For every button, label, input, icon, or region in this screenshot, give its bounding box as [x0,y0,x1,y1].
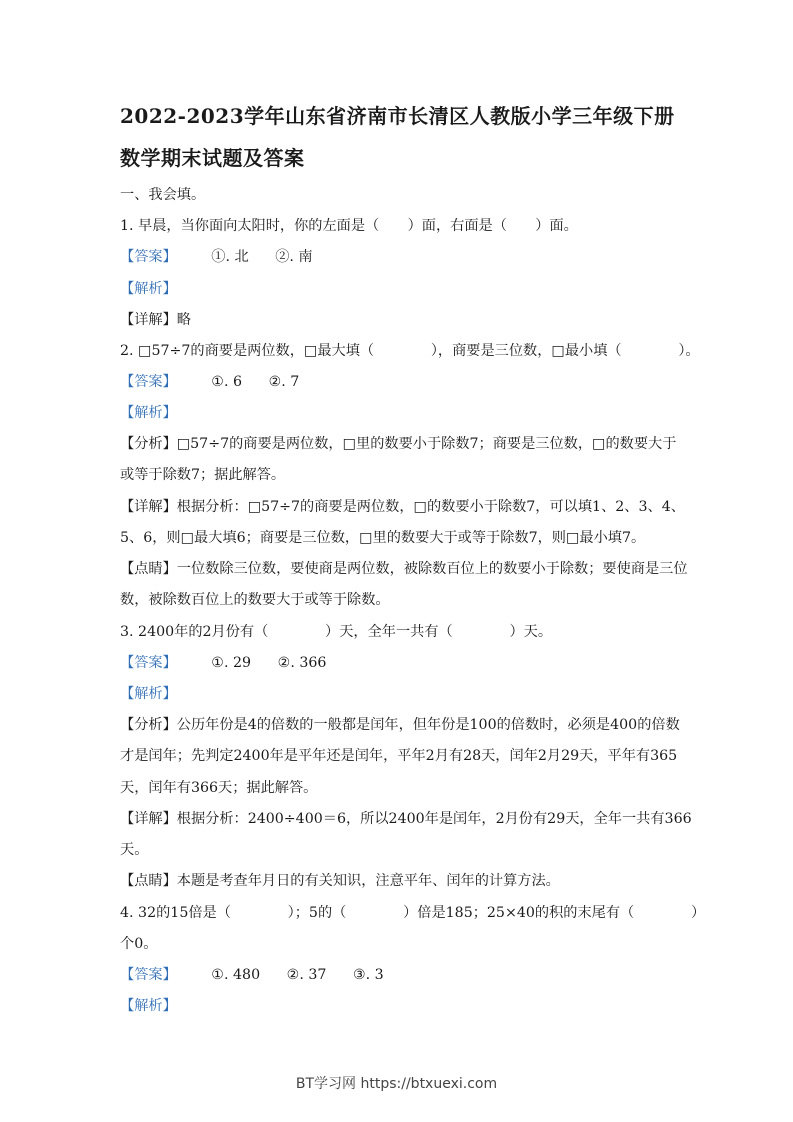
footer-watermark: BT学习网 https://btxuexi.com [295,1076,498,1092]
answer-tag: 【答案】 [120,967,177,983]
question-2: 2. □57÷7的商要是两位数，□最大填（ ），商要是三位数，□最小填（ ）。 [120,343,700,359]
answer-item: ②. 南 [275,249,313,265]
answer-row-3 [120,656,326,670]
answer-item: ①. 北 [211,249,249,265]
question-4: 4. 32的15倍是（ ）；5的（ ）倍是185；25×40的积的末尾有（ ） [120,905,706,921]
detail-text: 【详解】根据分析：□57÷7的商要是两位数，□的数要小于除数7，可以填1、2、3、4、 [120,499,685,515]
question-3: 3. 2400年的2月份有（ ）天，全年一共有（ ）天。 [120,624,553,640]
answer-row-1 [120,250,313,264]
detail-text: 【详解】根据分析：2400÷400＝6，所以2400年是闰年，2月份有29天，全年一共有366 [120,811,692,827]
section-heading: 一、我会填。 [120,187,206,203]
detail-text: 【详解】略 [120,312,191,328]
analysis-text: 才是闰年；先判定2400年是平年还是闰年，平年2月有28天，闰年2月29天，平年有365 [120,748,678,764]
analysis-text: 天，闰年有366天；据此解答。 [120,780,318,796]
analysis-tag: 【解析】 [120,281,177,297]
answer-item: ②. 366 [277,655,327,671]
answer-tag: 【答案】 [120,249,177,265]
answer-row-2 [120,375,299,389]
dianjing-text: 数，被除数百位上的数要大于或等于除数。 [120,592,390,608]
answer-item: ①. 6 [211,374,243,390]
analysis-text: 【分析】公历年份是4的倍数的一般都是闰年，但年份是100的倍数时，必须是400的倍数 [120,717,680,733]
analysis-tag: 【解析】 [120,405,177,421]
detail-text: 天。 [120,842,149,858]
question-4-cont: 个0。 [120,936,158,952]
answer-tag: 【答案】 [120,655,177,671]
analysis-text: 或等于除数7；据此解答。 [120,467,286,483]
dianjing-text: 【点睛】一位数除三位数，要使商是两位数，被除数百位上的数要小于除数；要使商是三位 [120,561,688,577]
detail-text: 5、6，则□最大填6；商要是三位数，□里的数要大于或等于除数7，则□最小填7。 [120,530,646,546]
answer-row-4 [120,968,384,982]
page-title-line-1: 2022-2023学年山东省济南市长清区人教版小学三年级下册 [120,104,675,128]
answer-item: ②. 7 [268,374,300,390]
analysis-tag: 【解析】 [120,686,177,702]
answer-item: ②. 37 [286,967,327,983]
answer-tag: 【答案】 [120,374,177,390]
answer-item: ③. 3 [352,967,384,983]
dianjing-text: 【点睛】本题是考查年月日的有关知识，注意平年、闰年的计算方法。 [120,873,560,889]
analysis-tag: 【解析】 [120,998,177,1014]
question-1: 1. 早晨，当你面向太阳时，你的左面是（ ）面，右面是（ ）面。 [120,218,578,234]
analysis-text: 【分析】□57÷7的商要是两位数，□里的数要小于除数7；商要是三位数，□的数要大于 [120,436,677,452]
answer-item: ①. 29 [211,655,252,671]
answer-item: ①. 480 [211,967,261,983]
page-title-line-2: 数学期末试题及答案 [120,146,305,170]
